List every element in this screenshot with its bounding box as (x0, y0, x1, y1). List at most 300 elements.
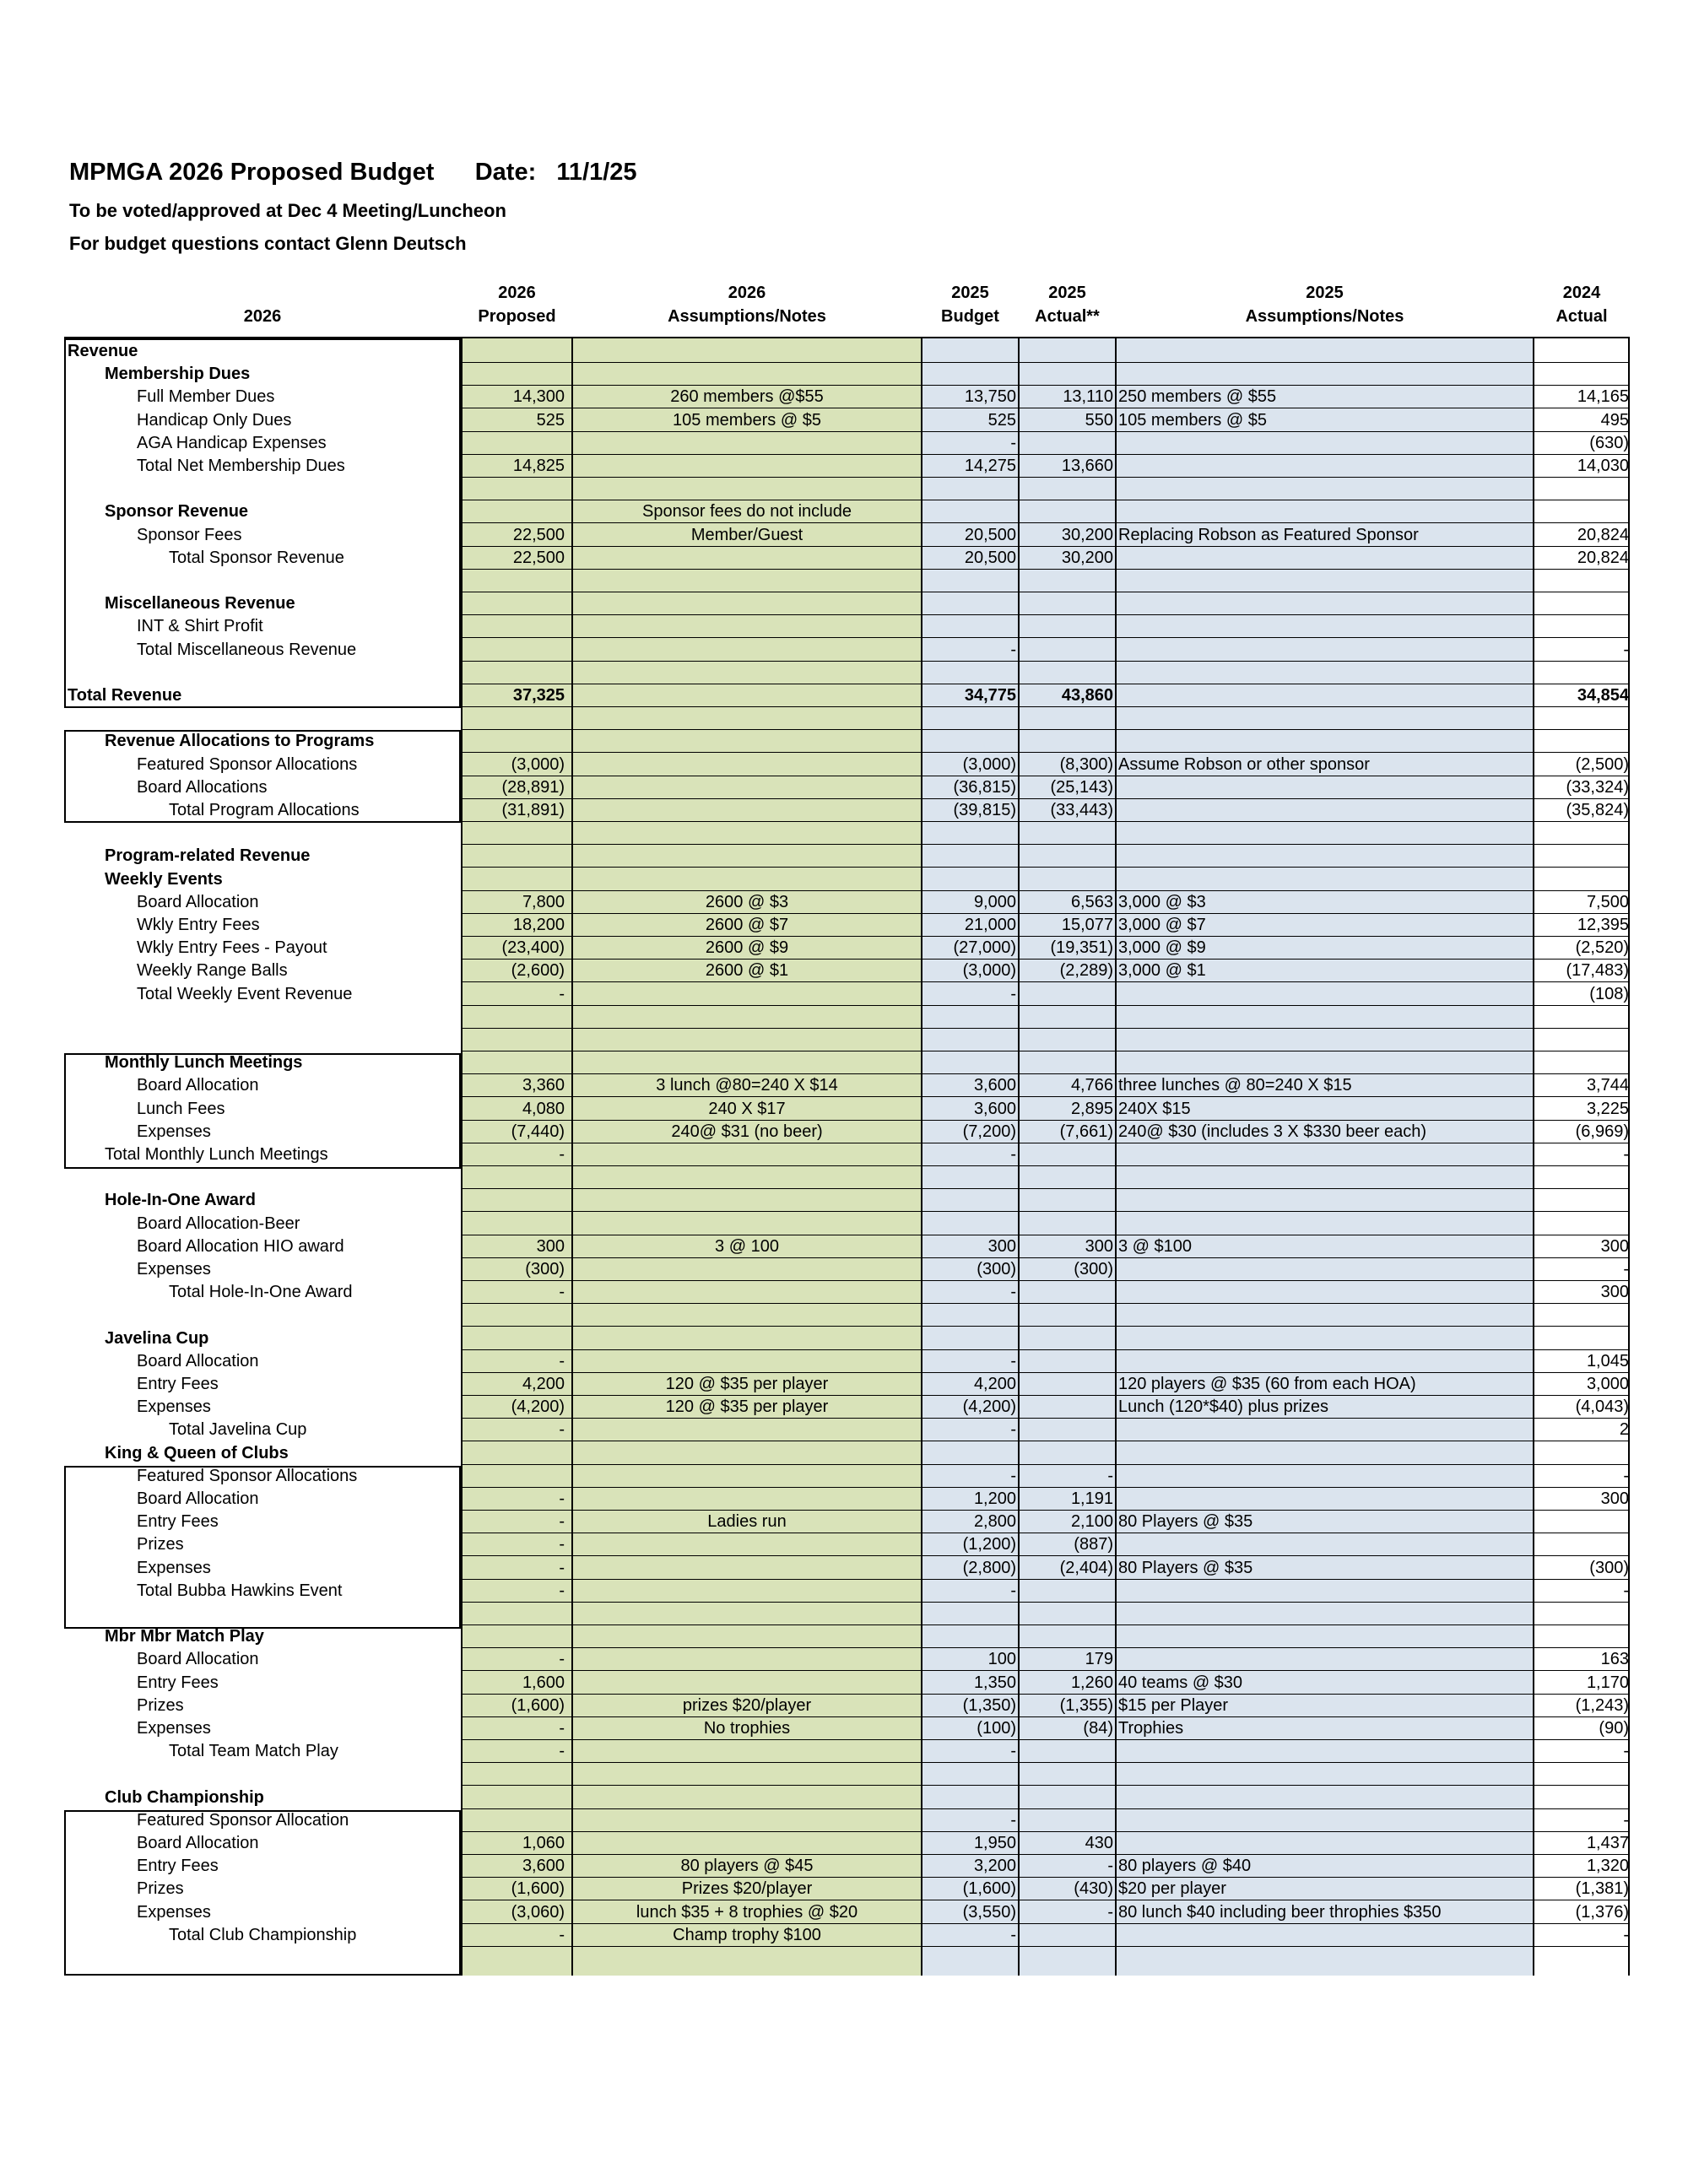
page-title: MPMGA 2026 Proposed Budget Date: 11/1/25 (69, 159, 637, 186)
cell-2025-notes: 240X $15 (1118, 1100, 1191, 1118)
cell-2024-actual: 495 (1600, 411, 1629, 430)
row-label: Entry Fees (137, 1375, 219, 1393)
table-row (64, 937, 1630, 960)
row-label: Handicap Only Dues (137, 411, 292, 430)
table-row (64, 799, 1630, 822)
row-label: Expenses (137, 1397, 211, 1416)
cell-2026-proposed: 1,060 (522, 1834, 565, 1852)
table-row (64, 592, 1630, 615)
table-row (64, 1327, 1630, 1350)
row-rule (462, 1096, 1630, 1097)
cell-2025-actual: 179 (1085, 1650, 1113, 1668)
cell-2024-actual: (1,381) (1575, 1879, 1629, 1898)
cell-2026-proposed: 7,800 (522, 893, 565, 911)
cell-2026-proposed: 14,300 (512, 387, 565, 406)
row-label: Board Allocation (137, 1834, 259, 1852)
header-2024-actual (1534, 281, 1630, 328)
cell-2024-actual: (108) (1589, 985, 1629, 1003)
cell-2024-actual: 12,395 (1577, 916, 1629, 934)
cell-2025-budget: - (1010, 1352, 1016, 1370)
cell-2024-actual: 3,744 (1586, 1076, 1629, 1095)
cell-2025-notes: 40 teams @ $30 (1118, 1673, 1243, 1692)
cell-2026-proposed: - (559, 1926, 565, 1944)
cell-2024-actual: 7,500 (1586, 893, 1629, 911)
cell-2026-notes: 2600 @ $9 (705, 938, 789, 957)
cell-2026-proposed: (1,600) (511, 1696, 565, 1715)
cell-2025-actual: 2,895 (1070, 1100, 1113, 1118)
cell-2024-actual: - (1623, 1811, 1629, 1830)
header-2025-actual-title: Actual** (1035, 307, 1100, 326)
header-2025-actual (1019, 281, 1116, 328)
cell-2025-budget: - (1010, 1811, 1016, 1830)
header-label-col: 2026 (243, 307, 282, 326)
cell-2026-proposed: (4,200) (511, 1397, 565, 1416)
cell-2025-actual: (7,661) (1059, 1122, 1113, 1141)
cell-2026-proposed: - (559, 1283, 565, 1301)
cell-2026-proposed: 18,200 (512, 916, 565, 934)
cell-2025-actual: (300) (1074, 1260, 1113, 1279)
table-row (64, 1855, 1630, 1878)
cell-2026-proposed: 14,825 (512, 457, 565, 475)
table-row (64, 1625, 1630, 1648)
table-row (64, 1074, 1630, 1097)
table-row (64, 914, 1630, 937)
row-label: Full Member Dues (137, 387, 275, 406)
table-row (64, 1396, 1630, 1419)
cell-2026-proposed: (28,891) (501, 778, 565, 797)
cell-2026-proposed: - (559, 985, 565, 1003)
table-row (64, 1832, 1630, 1855)
table-row (64, 409, 1630, 432)
table-row (64, 524, 1630, 547)
cell-2026-proposed: 3,600 (522, 1857, 565, 1875)
row-label: Board Allocation (137, 893, 259, 911)
cell-2026-proposed: 525 (536, 411, 565, 430)
row-label: Club Championship (105, 1788, 264, 1807)
row-label: Revenue Allocations to Programs (105, 732, 375, 750)
cell-2025-budget: - (1010, 1926, 1016, 1944)
cell-2024-actual: 163 (1600, 1650, 1629, 1668)
header-2026-notes-title: Assumptions/Notes (668, 307, 826, 326)
table-row (64, 868, 1630, 891)
cell-2026-proposed: (31,891) (501, 801, 565, 819)
cell-2025-notes: 80 players @ $40 (1118, 1857, 1252, 1875)
row-label: Prizes (137, 1535, 184, 1554)
cell-2024-actual: - (1623, 1467, 1629, 1485)
row-label: Entry Fees (137, 1673, 219, 1692)
row-label: AGA Handicap Expenses (137, 434, 327, 452)
cell-2026-notes: prizes $20/player (682, 1696, 812, 1715)
cell-2025-notes: $20 per player (1118, 1879, 1226, 1898)
cell-2024-actual: - (1623, 1260, 1629, 1279)
cell-2025-budget: - (1010, 985, 1016, 1003)
cell-2025-actual: (25,143) (1050, 778, 1113, 797)
cell-2026-proposed: 22,500 (512, 549, 565, 567)
row-label: Total Weekly Event Revenue (137, 985, 353, 1003)
table-row (64, 615, 1630, 638)
cell-2024-actual: (4,043) (1575, 1397, 1629, 1416)
cell-2026-notes: Sponsor fees do not include (642, 502, 852, 521)
cell-2025-notes: $15 per Player (1118, 1696, 1229, 1715)
table-row (64, 1465, 1630, 1488)
cell-2025-budget: (3,000) (962, 961, 1016, 980)
row-rule (462, 1670, 1630, 1671)
cell-2025-actual: (1,355) (1059, 1696, 1113, 1715)
cell-2025-budget: - (1010, 1742, 1016, 1760)
table-row (64, 639, 1630, 662)
table-row (64, 662, 1630, 684)
cell-2026-proposed: (3,000) (511, 755, 565, 774)
cell-2024-actual: 2 (1619, 1420, 1629, 1439)
row-label: Total Hole-In-One Award (169, 1283, 353, 1301)
table-row (64, 1717, 1630, 1740)
row-label: Total Program Allocations (169, 801, 360, 819)
table-row (64, 1051, 1630, 1074)
cell-2025-budget: - (1010, 1145, 1016, 1164)
cell-2025-notes: three lunches @ 80=240 X $15 (1118, 1076, 1352, 1095)
cell-2025-budget: 1,950 (973, 1834, 1016, 1852)
row-rule (462, 1785, 1630, 1786)
cell-2026-proposed: 4,200 (522, 1375, 565, 1393)
cell-2024-actual: 1,320 (1586, 1857, 1629, 1875)
header-proposed-title: Proposed (478, 307, 556, 326)
cell-2026-proposed: - (559, 1512, 565, 1531)
cell-2026-notes: No trophies (703, 1719, 791, 1738)
cell-2025-actual: (33,443) (1050, 801, 1113, 819)
cell-2024-actual: 300 (1600, 1283, 1629, 1301)
row-label: Board Allocation-Beer (137, 1214, 300, 1233)
cell-2025-budget: (1,200) (962, 1535, 1016, 1554)
cell-2026-proposed: (1,600) (511, 1879, 565, 1898)
row-label: Weekly Events (105, 870, 223, 889)
cell-2026-notes: Member/Guest (690, 526, 803, 544)
cell-2024-actual: (2,500) (1575, 755, 1629, 774)
cell-2025-actual: 15,077 (1061, 916, 1113, 934)
header-2026-notes-year: 2026 (728, 284, 766, 302)
header-proposed (462, 281, 572, 328)
cell-2026-proposed: - (559, 1145, 565, 1164)
row-rule (462, 1946, 1630, 1947)
cell-2026-proposed: - (559, 1420, 565, 1439)
row-label: Board Allocations (137, 778, 268, 797)
row-label: Expenses (137, 1260, 211, 1279)
cell-2025-budget: 34,775 (964, 686, 1016, 705)
cell-2024-actual: (630) (1589, 434, 1629, 452)
cell-2025-notes: 240@ $30 (includes 3 X $330 beer each) (1118, 1122, 1426, 1141)
cell-2026-proposed: - (559, 1742, 565, 1760)
cell-2025-budget: 21,000 (964, 916, 1016, 934)
cell-2024-actual: (33,324) (1566, 778, 1629, 797)
row-rule (462, 752, 1630, 753)
table-row (64, 1029, 1630, 1051)
table-row (64, 1603, 1630, 1625)
cell-2025-notes: 105 members @ $5 (1118, 411, 1267, 430)
row-label: Total Club Championship (169, 1926, 357, 1944)
cell-2025-actual: 30,200 (1061, 526, 1113, 544)
table-row (64, 1006, 1630, 1029)
table-row (64, 1304, 1630, 1327)
row-label: Expenses (137, 1122, 211, 1141)
row-label: Board Allocation (137, 1489, 259, 1508)
row-label: Prizes (137, 1696, 184, 1715)
cell-2026-proposed: - (559, 1650, 565, 1668)
cell-2025-budget: - (1010, 434, 1016, 452)
row-label: Sponsor Fees (137, 526, 242, 544)
cell-2024-actual: (6,969) (1575, 1122, 1629, 1141)
cell-2025-budget: - (1010, 1581, 1016, 1600)
row-label: Total Bubba Hawkins Event (137, 1581, 343, 1600)
table-row (64, 1166, 1630, 1189)
table-row (64, 478, 1630, 500)
cell-2026-proposed: - (559, 1719, 565, 1738)
cell-2025-actual: 4,766 (1070, 1076, 1113, 1095)
row-label: Total Team Match Play (169, 1742, 338, 1760)
row-rule (462, 1326, 1630, 1327)
cell-2025-notes: 80 Players @ $35 (1118, 1559, 1253, 1577)
cell-2024-actual: (17,483) (1566, 961, 1629, 980)
cell-2026-notes: 120 @ $35 per player (665, 1397, 829, 1416)
cell-2025-budget: (1,600) (962, 1879, 1016, 1898)
cell-2024-actual: (35,824) (1566, 801, 1629, 819)
cell-2025-budget: 100 (987, 1650, 1016, 1668)
cell-2026-proposed: - (559, 1535, 565, 1554)
cell-2024-actual: 34,854 (1577, 686, 1629, 705)
cell-2025-notes: 3,000 @ $7 (1118, 916, 1206, 934)
row-label: Featured Sponsor Allocation (137, 1811, 349, 1830)
table-row (64, 707, 1630, 730)
table-row (64, 1763, 1630, 1786)
cell-2025-budget: 3,600 (973, 1100, 1016, 1118)
cell-2025-actual: - (1107, 1467, 1113, 1485)
cell-2025-budget: - (1010, 641, 1016, 659)
row-rule (462, 1211, 1630, 1212)
row-label: Total Miscellaneous Revenue (137, 641, 357, 659)
row-label: Prizes (137, 1879, 184, 1898)
table-row (64, 1121, 1630, 1143)
cell-2026-notes: Ladies run (707, 1512, 787, 1531)
row-label: Featured Sponsor Allocations (137, 755, 358, 774)
header-2025-notes-title: Assumptions/Notes (1245, 307, 1404, 326)
cell-2025-budget: (4,200) (962, 1397, 1016, 1416)
cell-2026-notes: 3 lunch @80=240 X $14 (656, 1076, 838, 1095)
table-row (64, 455, 1630, 478)
cell-2026-proposed: 22,500 (512, 526, 565, 544)
table-row (64, 1350, 1630, 1373)
cell-2026-proposed: (3,060) (511, 1903, 565, 1922)
row-label: Monthly Lunch Meetings (105, 1053, 303, 1072)
table-row (64, 1924, 1630, 1947)
cell-2026-proposed: 4,080 (522, 1100, 565, 1118)
row-label: Sponsor Revenue (105, 502, 249, 521)
table-row (64, 500, 1630, 523)
row-label: Total Monthly Lunch Meetings (105, 1145, 328, 1164)
cell-2025-budget: - (1010, 1420, 1016, 1439)
cell-2025-budget: (7,200) (962, 1122, 1016, 1141)
cell-2024-actual: 1,170 (1586, 1673, 1629, 1692)
cell-2025-actual: 1,260 (1070, 1673, 1113, 1692)
cell-2026-proposed: 300 (536, 1237, 565, 1256)
table-row (64, 1557, 1630, 1580)
table-row (64, 754, 1630, 776)
header-2025-actual-year: 2025 (1048, 284, 1086, 302)
cell-2026-notes: 120 @ $35 per player (665, 1375, 829, 1393)
table-row (64, 1488, 1630, 1511)
row-label: King & Queen of Clubs (105, 1444, 289, 1462)
cell-2025-actual: - (1107, 1903, 1113, 1922)
row-rule (462, 637, 1630, 638)
table-row (64, 1213, 1630, 1235)
cell-2025-actual: 43,860 (1061, 686, 1113, 705)
cell-2025-budget: 13,750 (964, 387, 1016, 406)
cell-2025-budget: (300) (977, 1260, 1016, 1279)
row-label: Membership Dues (105, 365, 251, 383)
cell-2026-proposed: - (559, 1581, 565, 1600)
cell-2024-actual: 3,000 (1586, 1375, 1629, 1393)
cell-2024-actual: 1,437 (1586, 1834, 1629, 1852)
cell-2026-notes: Champ trophy $100 (673, 1926, 821, 1944)
cell-2025-notes: 3,000 @ $1 (1118, 961, 1206, 980)
cell-2024-actual: (300) (1589, 1559, 1629, 1577)
table-row (64, 983, 1630, 1006)
header-2025-budget (922, 281, 1019, 328)
cell-2024-actual: (90) (1599, 1719, 1629, 1738)
table-row (64, 1672, 1630, 1695)
cell-2026-notes: 260 members @$55 (670, 387, 824, 406)
cell-2025-budget: (36,815) (953, 778, 1016, 797)
cell-2025-notes: 3,000 @ $3 (1118, 893, 1206, 911)
cell-2026-proposed: (7,440) (511, 1122, 565, 1141)
cell-2025-actual: (887) (1074, 1535, 1113, 1554)
cell-2026-proposed: 3,360 (522, 1076, 565, 1095)
row-label: Expenses (137, 1903, 211, 1922)
cell-2026-notes: 105 members @ $5 (673, 411, 821, 430)
row-label: Weekly Range Balls (137, 961, 288, 980)
cell-2026-proposed: (2,600) (511, 961, 565, 980)
cell-2025-actual: 550 (1085, 411, 1113, 430)
row-rule (462, 867, 1630, 868)
cell-2024-actual: - (1623, 1742, 1629, 1760)
cell-2025-actual: - (1107, 1857, 1113, 1875)
cell-2025-budget: 9,000 (973, 893, 1016, 911)
cell-2025-actual: (2,289) (1059, 961, 1113, 980)
table-row (64, 1901, 1630, 1924)
cell-2024-actual: (1,243) (1575, 1696, 1629, 1715)
cell-2025-budget: 1,200 (973, 1489, 1016, 1508)
row-label: Total Sponsor Revenue (169, 549, 344, 567)
row-label: INT & Shirt Profit (137, 617, 263, 635)
cell-2025-actual: 2,100 (1070, 1512, 1113, 1531)
cell-2025-notes: 80 Players @ $35 (1118, 1512, 1253, 1531)
cell-2025-notes: Trophies (1118, 1719, 1184, 1738)
cell-2024-actual: 1,045 (1586, 1352, 1629, 1370)
cell-2024-actual: - (1623, 1926, 1629, 1944)
table-row (64, 570, 1630, 592)
row-label: Mbr Mbr Match Play (105, 1627, 264, 1646)
table-row (64, 1189, 1630, 1212)
cell-2024-actual: 20,824 (1577, 549, 1629, 567)
cell-2025-budget: (39,815) (953, 801, 1016, 819)
cell-2025-notes: 3,000 @ $9 (1118, 938, 1206, 957)
row-label: Wkly Entry Fees (137, 916, 260, 934)
cell-2024-actual: 14,165 (1577, 387, 1629, 406)
table-row (64, 1373, 1630, 1396)
cell-2025-budget: 525 (987, 411, 1016, 430)
row-label: Expenses (137, 1559, 211, 1577)
row-label: Hole-In-One Award (105, 1191, 256, 1209)
cell-2026-notes: 3 @ 100 (715, 1237, 779, 1256)
cell-2025-actual: 13,110 (1063, 387, 1113, 406)
table-row (64, 1098, 1630, 1121)
cell-2025-budget: (27,000) (953, 938, 1016, 957)
table-row (64, 1878, 1630, 1900)
cell-2025-actual: 13,660 (1061, 457, 1113, 475)
cell-2025-notes: 120 players @ $35 (60 from each HOA) (1118, 1375, 1416, 1393)
cell-2026-proposed: - (559, 1489, 565, 1508)
table-row (64, 960, 1630, 982)
table-row (64, 730, 1630, 753)
row-label: Expenses (137, 1719, 211, 1738)
cell-2025-budget: (1,350) (962, 1696, 1016, 1715)
cell-2024-actual: - (1623, 641, 1629, 659)
table-row (64, 1235, 1630, 1258)
cell-2026-notes: 240 X $17 (708, 1100, 786, 1118)
cell-2026-notes: 2600 @ $3 (705, 893, 789, 911)
cell-2025-notes: Lunch (120*$40) plus prizes (1118, 1397, 1329, 1416)
cell-2025-actual: 300 (1085, 1237, 1113, 1256)
row-label: Total Javelina Cup (169, 1420, 307, 1439)
cell-2026-notes: 2600 @ $7 (705, 916, 789, 934)
table-row (64, 891, 1630, 914)
table-row (64, 1511, 1630, 1533)
cell-2025-actual: 1,191 (1070, 1489, 1113, 1508)
table-row (64, 684, 1630, 707)
header-proposed-year: 2026 (498, 284, 536, 302)
header-2024-actual-year: 2024 (1562, 284, 1601, 302)
cell-2025-notes: 3 @ $100 (1118, 1237, 1193, 1256)
cell-2024-actual: 300 (1600, 1237, 1629, 1256)
cell-2026-proposed: - (559, 1559, 565, 1577)
cell-2025-notes: Assume Robson or other sponsor (1118, 755, 1370, 774)
cell-2024-actual: (1,376) (1575, 1903, 1629, 1922)
cell-2024-actual: - (1623, 1145, 1629, 1164)
row-label: Wkly Entry Fees - Payout (137, 938, 327, 957)
contact-note: For budget questions contact Glenn Deutsch (69, 233, 467, 254)
table-row (64, 432, 1630, 455)
cell-2024-actual: - (1623, 1581, 1629, 1600)
table-row (64, 1258, 1630, 1281)
table-row (64, 386, 1630, 408)
cell-2025-actual: 430 (1085, 1834, 1113, 1852)
row-label: Board Allocation HIO award (137, 1237, 344, 1256)
header-2024-actual-title: Actual (1555, 307, 1608, 326)
cell-2025-actual: (2,404) (1059, 1559, 1113, 1577)
table-row (64, 776, 1630, 799)
cell-2025-budget: 14,275 (964, 457, 1016, 475)
row-label: Featured Sponsor Allocations (137, 1467, 358, 1485)
cell-2026-proposed: (23,400) (501, 938, 565, 957)
cell-2025-budget: 3,600 (973, 1076, 1016, 1095)
cell-2025-actual: (84) (1083, 1719, 1113, 1738)
table-row (64, 1809, 1630, 1832)
cell-2025-actual: (8,300) (1059, 755, 1113, 774)
table-row (64, 1580, 1630, 1603)
header-2026-notes (572, 281, 922, 328)
cell-2026-notes: 2600 @ $1 (705, 961, 789, 980)
table-row (64, 822, 1630, 845)
cell-2025-budget: 300 (987, 1237, 1016, 1256)
cell-2025-budget: (3,000) (962, 755, 1016, 774)
cell-2024-actual: 14,030 (1577, 457, 1629, 475)
